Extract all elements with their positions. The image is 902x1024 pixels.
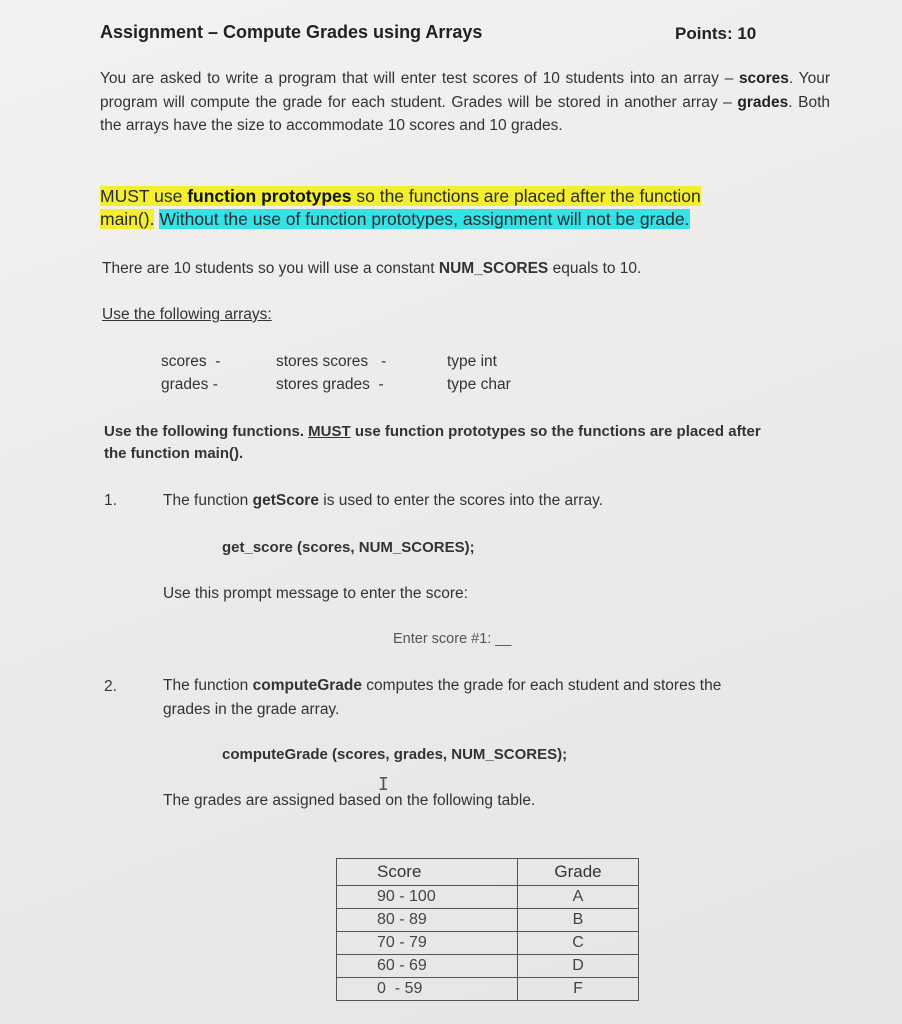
grade-letter-cell: D [518,955,639,978]
intro-text-1: You are asked to write a program that will enter test scores of 10 students into an array – [100,70,734,87]
array-name-scores: scores - [161,353,221,370]
must-warning-text: Without the use of function prototypes, assignment will not be grade. [159,209,690,229]
constant-text-b: equals to 10. [548,260,642,277]
function-1-prompt: Enter score #1: __ [393,631,512,647]
arrays-heading: Use the following arrays: [102,306,272,323]
grade-letter-cell: B [518,909,639,932]
intro-paragraph [100,67,830,138]
grade-letter-cell: C [518,932,639,955]
grade-table-header-grade: Grade [518,859,639,886]
constant-name: NUM_SCORES [438,260,549,277]
intro-text-2: . Your program will compute the grade for each student. Grades will be stored in another array – [100,70,830,111]
table-row [337,932,639,955]
function-2-name: computeGrade [252,677,362,694]
function-2-desc-b: computes the grade for each student and stores the [362,677,722,694]
function-2-desc-a: The function [163,677,253,694]
grade-table [336,858,639,1001]
grade-letter-cell: F [518,978,639,1001]
function-1-desc-a: The function [163,492,253,509]
intro-grades-word: grades [737,93,789,111]
intro-scores-word: scores [738,70,789,87]
must-function-prototypes: function prototypes [187,186,352,206]
functions-heading-must: MUST [308,423,351,440]
constant-sentence [102,260,641,278]
grade-table-header-row [337,859,639,886]
functions-heading-a: Use the following functions. [104,423,309,440]
must-line-2 [100,209,690,230]
must-text-a: MUST use [100,186,188,206]
table-row [337,909,639,932]
grade-letter-cell: A [518,886,639,909]
function-1-number: 1. [104,492,117,509]
score-range-cell: 80 - 89 [337,909,518,932]
text-cursor-icon: I [378,774,389,795]
function-1-description [163,492,603,510]
array-desc-scores: stores scores - [276,353,387,370]
table-row [337,955,639,978]
function-2-description-line-1 [163,677,823,695]
functions-heading-line-1 [104,423,761,440]
must-line-1 [100,186,701,207]
array-type-scores: type int [447,353,497,370]
score-range-cell: 90 - 100 [337,886,518,909]
function-2-description-line-2: grades in the grade array. [163,701,340,718]
functions-heading-b: use function prototypes so the functions are placed after [350,423,761,440]
score-range-cell: 70 - 79 [337,932,518,955]
table-row [337,978,639,1001]
function-1-desc-b: is used to enter the scores into the array. [318,492,603,509]
array-desc-grades: stores grades - [276,376,384,393]
function-1-prompt-label: Use this prompt message to enter the score: [163,585,468,602]
assignment-title: Assignment – Compute Grades using Arrays [100,22,483,42]
must-main-text: main(). [100,209,155,229]
score-range-cell: 0 - 59 [337,978,518,1001]
function-1-name: getScore [252,492,319,509]
constant-text-a: There are 10 students so you will use a constant [102,260,439,277]
must-text-c: so the functions are placed after the function [351,186,701,206]
array-name-grades: grades - [161,376,218,393]
grade-table-header-score: Score [337,859,518,886]
score-range-cell: 60 - 69 [337,955,518,978]
intro-text-3: . Both the arrays have the size to accommodate 10 scores and 10 grades. [100,93,830,134]
function-2-number: 2. [104,678,117,695]
array-type-grades: type char [447,376,511,393]
table-row [337,886,639,909]
points-label: Points: 10 [675,24,757,43]
functions-heading-line-2: the function main(). [104,445,244,462]
function-2-table-intro: The grades are assigned based on the following table. [163,792,536,809]
function-1-call: get_score (scores, NUM_SCORES); [222,539,475,556]
function-2-call: computeGrade (scores, grades, NUM_SCORES); [222,746,568,763]
